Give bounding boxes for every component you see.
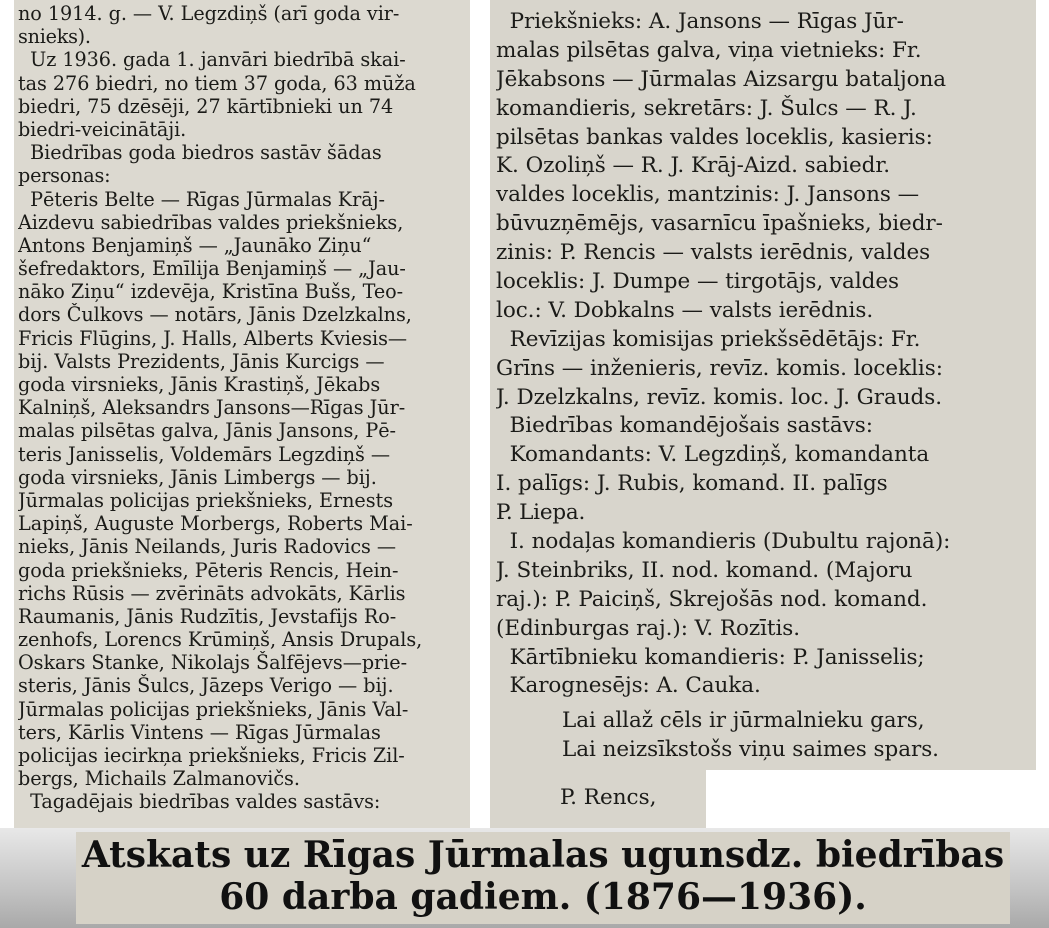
text-line: Aizdevu sabiedrības valdes priekšnieks, — [18, 210, 404, 234]
text-line: goda virsnieks, Jānis Krastiņš, Jēkabs — [18, 373, 381, 396]
text-line: zenhofs, Lorencs Krūmiņš, Ansis Drupals, — [18, 628, 423, 652]
text-line: Komandants: V. Legzdiņš, komandanta — [496, 442, 930, 468]
text-line: nieks, Jānis Neilands, Juris Radovics — — [18, 535, 397, 559]
caption-box — [76, 832, 1010, 924]
text-line: K. Ozoliņš — R. J. Krāj-Aizd. sabiedr. — [496, 153, 890, 179]
text-line: Kārtībnieku komandieris: P. Janisselis; — [496, 644, 925, 670]
text-line: J. Dzelzkalns, revīz. komis. loc. J. Grauds. — [496, 384, 943, 410]
text-line: malas pilsētas galva, Jānis Jansons, Pē- — [18, 419, 396, 443]
text-line: I. nodaļas komandieris (Dubultu rajonā): — [496, 529, 951, 555]
text-line: teris Janisselis, Voldemārs Legzdiņš — — [18, 442, 390, 466]
caption-line-2: 60 darba gadiem. (1876—1936). — [219, 876, 867, 918]
text-line: malas pilsētas galva, viņa vietnieks: Fr. — [496, 37, 922, 63]
signature-block — [490, 770, 706, 828]
text-line: pilsētas bankas valdes loceklis, kasieris: — [496, 124, 933, 150]
text-line: I. palīgs: J. Rubis, komand. II. palīgs — [496, 471, 888, 497]
caption-line-1: Atskats uz Rīgas Jūrmalas ugunsdz. biedrības — [81, 834, 1005, 876]
text-line: tas 276 biedri, no tiem 37 goda, 63 mūža — [18, 71, 416, 95]
text-line: Karognesējs: A. Cauka. — [496, 673, 761, 699]
text-line: snieks). — [18, 25, 91, 49]
text-line: būvuzņēmējs, vasarnīcu īpašnieks, biedr- — [496, 211, 943, 237]
text-line: P. Liepa. — [496, 500, 586, 526]
verse-line: Lai neizsīkstošs viņu saimes spars. — [562, 737, 939, 763]
text-line: Fricis Flūgins, J. Halls, Alberts Kviesis— — [18, 326, 408, 350]
text-line: Jēkabsons — Jūrmalas Aizsargu bataljona — [496, 66, 947, 92]
text-line: valdes loceklis, mantzinis: J. Jansons — — [496, 182, 920, 208]
text-line: no 1914. g. — V. Legzdiņš (arī goda vir- — [18, 2, 400, 25]
text-line: loc.: V. Dobkalns — valsts ierēdnis. — [496, 297, 874, 323]
text-line: biedri-veicinātāji. — [18, 117, 187, 141]
text-line: loceklis: J. Dumpe — tirgotājs, valdes — [496, 269, 900, 295]
text-line: zinis: P. Rencis — valsts ierēdnis, valdes — [496, 240, 931, 266]
text-line: Grīns — inženieris, revīz. komis. loceklis: — [496, 355, 943, 381]
text-line: ters, Kārlis Vintens — Rīgas Jūrmalas — [18, 720, 381, 744]
text-line: dors Čulkovs — notārs, Jānis Dzelzkalns, — [18, 303, 412, 327]
text-line: Raumanis, Jānis Rudzītis, Jevstafijs Ro- — [18, 604, 397, 628]
text-line: policijas iecirkņa priekšnieks, Fricis Zil- — [18, 744, 405, 767]
text-line: šefredaktors, Emīlija Benjamiņš — „Jau- — [18, 257, 406, 281]
signature: P. Rencs, — [560, 785, 657, 810]
text-line: Oskars Stanke, Nikolajs Šalfējevs—prie- — [18, 651, 408, 675]
text-line: Uz 1936. gada 1. janvāri biedrībā skai- — [18, 48, 406, 72]
text-line: raj.): P. Paiciņš, Skrejošās nod. komand. — [496, 586, 928, 612]
right-text-column — [490, 0, 1036, 770]
text-line: Priekšnieks: A. Jansons — Rīgas Jūr- — [496, 9, 904, 34]
text-line: bij. Valsts Prezidents, Jānis Kurcigs — — [18, 349, 385, 373]
text-line: nāko Ziņu“ izdevēja, Kristīna Bušs, Teo- — [18, 280, 404, 304]
text-line: goda virsnieks, Jānis Limbergs — bij. — [18, 465, 377, 489]
text-line: personas: — [18, 164, 111, 188]
text-line: Biedrības goda biedros sastāv šādas — [18, 141, 382, 165]
text-line: bergs, Michails Zalmanovičs. — [18, 767, 300, 791]
text-line: Tagadējais biedrības valdes sastāvs: — [18, 790, 381, 814]
text-line: steris, Jānis Šulcs, Jāzeps Verigo — bij. — [18, 674, 394, 698]
text-line: Revīzijas komisijas priekšsēdētājs: Fr. — [496, 326, 921, 352]
text-line: Kalniņš, Aleksandrs Jansons—Rīgas Jūr- — [18, 396, 406, 420]
text-line: komandieris, sekretārs: J. Šulcs — R. J. — [496, 95, 917, 121]
text-line: Lapiņš, Auguste Morbergs, Roberts Mai- — [18, 512, 413, 536]
text-line: J. Steinbriks, II. nod. komand. (Majoru — [496, 557, 913, 583]
left-text-column — [14, 0, 470, 828]
verse-line: Lai allaž cēls ir jūrmalnieku gars, — [562, 708, 925, 734]
text-line: Antons Benjamiņš — „Jaunāko Ziņu“ — [18, 233, 372, 257]
text-line: (Edinburgas raj.): V. Rozītis. — [496, 615, 801, 641]
text-line: Jūrmalas policijas priekšnieks, Ernests — [18, 488, 393, 512]
column-gutter — [470, 0, 490, 828]
text-line: biedri, 75 dzēsēji, 27 kārtībnieki un 74 — [18, 94, 394, 118]
text-line: Biedrības komandējošais sastāvs: — [496, 413, 873, 439]
text-line: goda priekšnieks, Pēteris Rencis, Hein- — [18, 558, 399, 582]
text-line: Pēteris Belte — Rīgas Jūrmalas Krāj- — [18, 187, 385, 211]
text-line: richs Rūsis — zvērināts advokāts, Kārlis — [18, 581, 406, 605]
text-line: Jūrmalas policijas priekšnieks, Jānis Val- — [18, 697, 409, 721]
